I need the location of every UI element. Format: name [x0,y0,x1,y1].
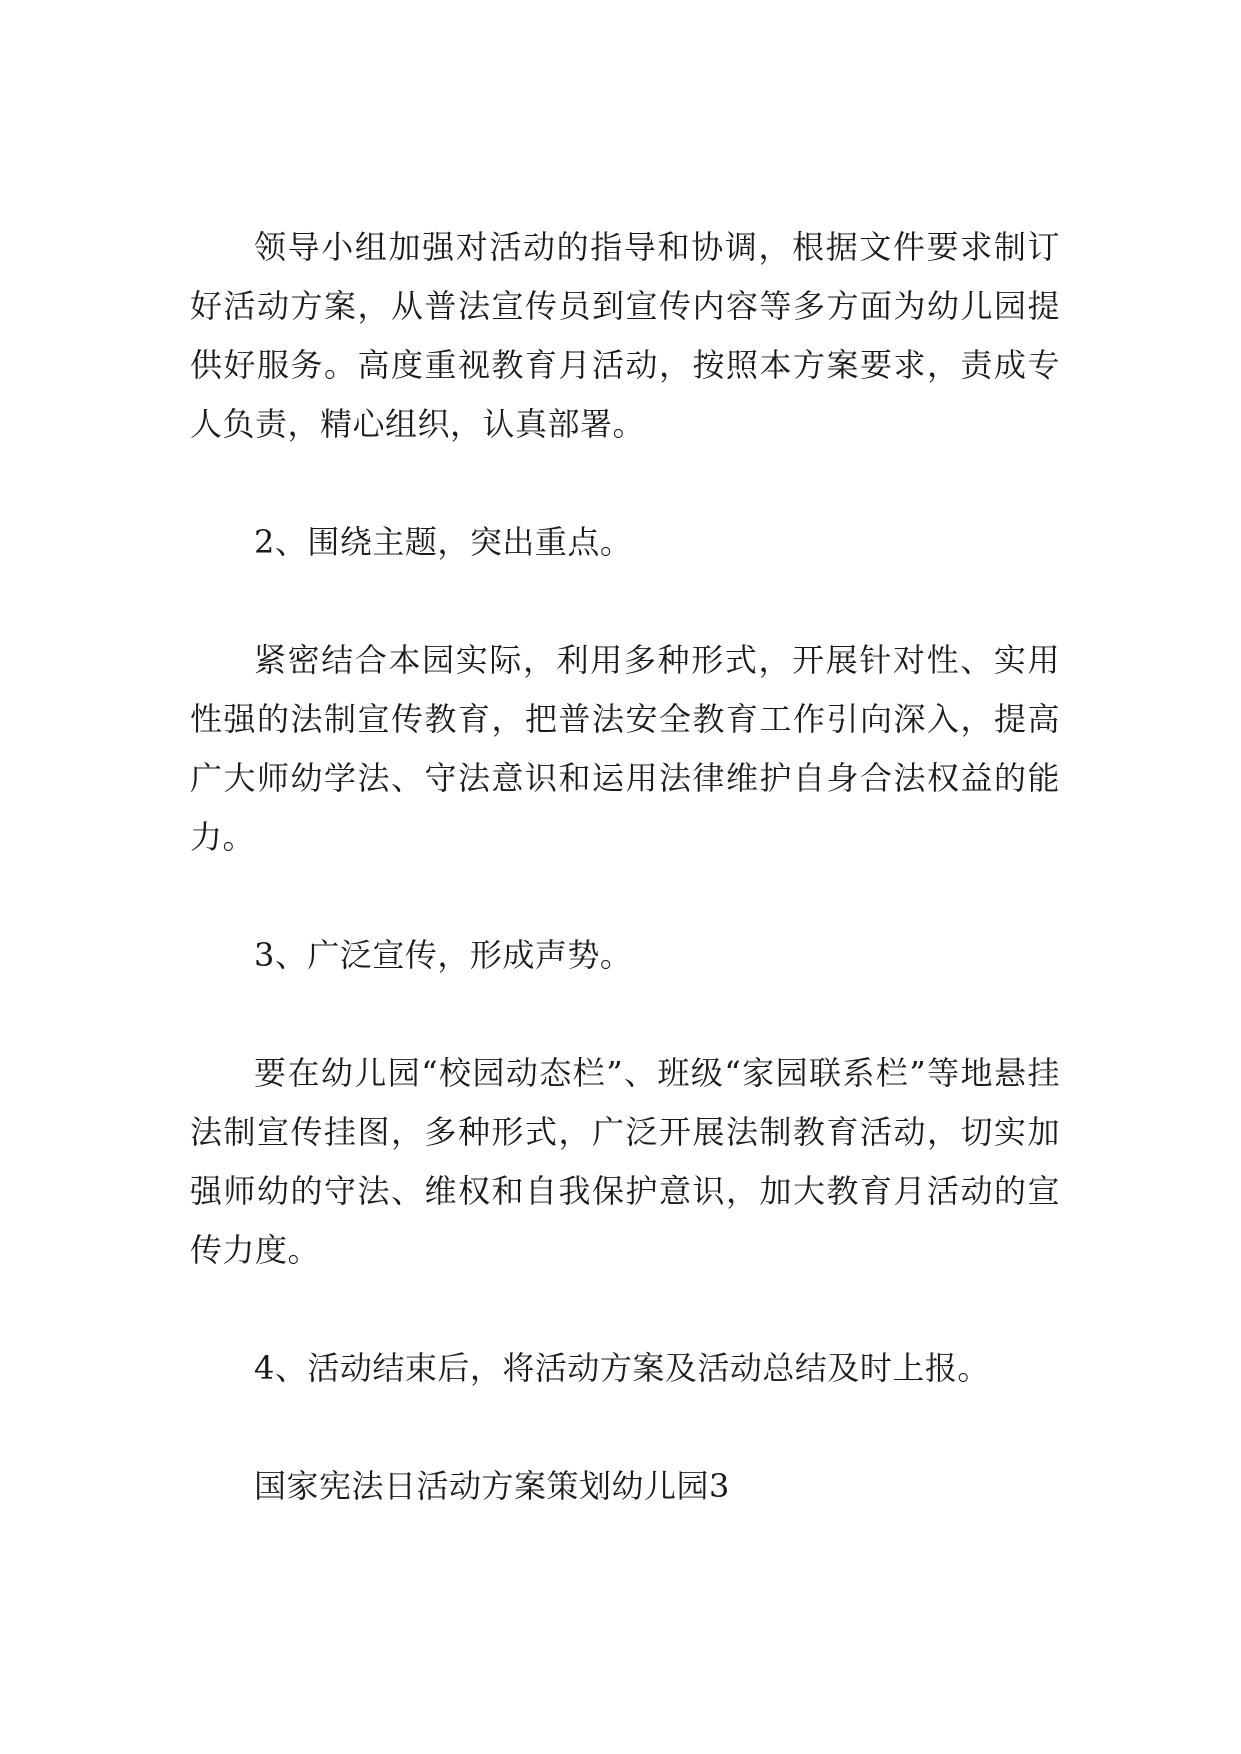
heading-item-4: 4、活动结束后，将活动方案及活动总结及时上报。 [254,1349,990,1387]
heading-item-3: 3、广泛宣传，形成声势。 [254,936,633,974]
paragraph-leadership: 领导小组加强对活动的指导和协调，根据文件要求制订好活动方案，从普法宣传员到宣传内容等多方面为幼儿园提供好服务。高度重视教育月活动，按照本方案要求，责成专人负责，精心组织，认真部署。 [190,228,1060,443]
paragraph-focus: 紧密结合本园实际，利用多种形式，开展针对性、实用性强的法制宣传教育，把普法安全教育工作引向深入，提高广大师幼学法、守法意识和运用法律维护自身合法权益的能力。 [190,641,1060,856]
paragraph-publicity: 要在幼儿园“校园动态栏”、班级“家园联系栏”等地悬挂法制宣传挂图，多种形式，广泛开展法制教育活动，切实加强师幼的守法、维权和自我保护意识，加大教育月活动的宣传力度。 [190,1054,1060,1269]
section-title: 国家宪法日活动方案策划幼儿园3 [254,1467,730,1505]
heading-item-2: 2、围绕主题，突出重点。 [254,523,633,561]
document-body [190,218,1060,1516]
